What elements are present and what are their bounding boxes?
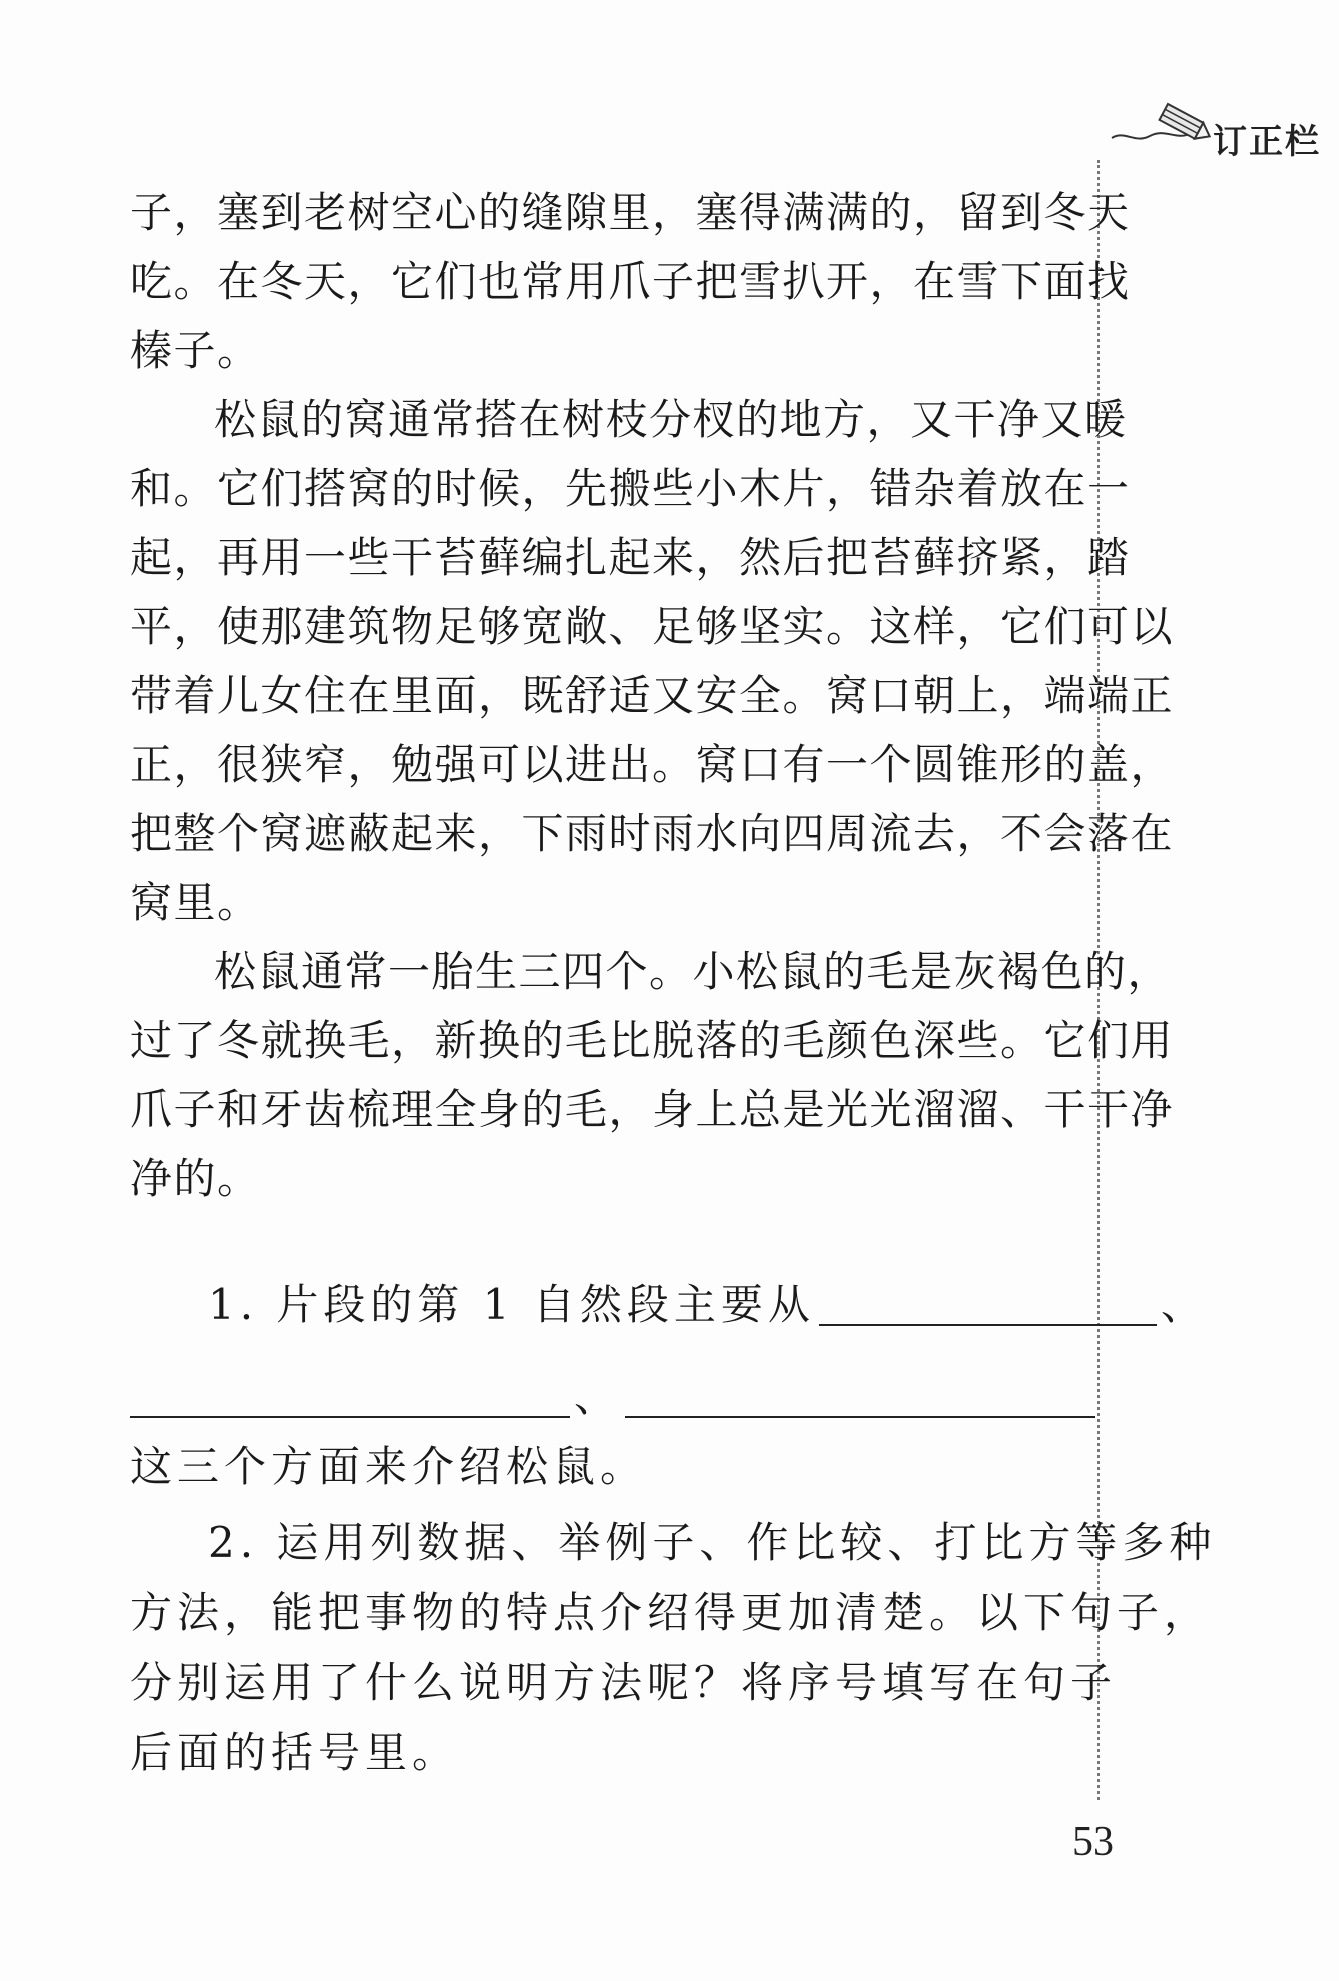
passage-line: 平，使那建筑物足够宽敞、足够坚实。这样，它们可以 [130,602,1175,651]
question-2-line: 分别运用了什么说明方法呢？将序号填写在句子 [130,1658,1118,1707]
page-number: 53 [1072,1819,1114,1865]
passage-line: 过了冬就换毛，新换的毛比脱落的毛颜色深些。它们用 [130,1016,1175,1065]
passage-line: 松鼠的窝通常搭在树枝分杈的地方，又干净又暖 [214,395,1128,444]
passage-line: 松鼠通常一胎生三四个。小松鼠的毛是灰褐色的， [214,947,1172,996]
passage-line: 爪子和牙齿梳理全身的毛，身上总是光光溜溜、干干净 [130,1085,1175,1134]
passage-line: 带着儿女住在里面，既舒适又安全。窝口朝上，端端正 [130,671,1175,720]
answer-blank-2[interactable] [130,1370,570,1418]
correction-column-label: 订正栏 [1213,122,1321,162]
passage-line: 子，塞到老树空心的缝隙里，塞得满满的，留到冬天 [130,188,1131,237]
question-2-line: 后面的括号里。 [130,1728,460,1777]
question-2-line: 方法，能把事物的特点介绍得更加清楚。以下句子， [130,1588,1212,1637]
question-1-prompt: 1. 片段的第 1 自然段主要从 [208,1280,815,1329]
passage [130,178,1175,1213]
answer-blank-1[interactable] [819,1278,1157,1326]
passage-line: 榛子。 [130,326,261,375]
passage-line: 吃。在冬天，它们也常用爪子把雪扒开，在雪下面找 [130,257,1131,306]
question-1-line-2 [130,1362,1080,1432]
passage-line: 起，再用一些干苔藓编扎起来，然后把苔藓挤紧，踏 [130,533,1131,582]
passage-line: 和。它们搭窝的时候，先搬些小木片，错杂着放在一 [130,464,1131,513]
passage-line: 把整个窝遮蔽起来，下雨时雨水向四周流去，不会落在 [130,809,1175,858]
question-1-line-1 [130,1270,1208,1340]
question-1-line-3: 这三个方面来介绍松鼠。 [130,1442,648,1491]
question-2-line: 2. 运用列数据、举例子、作比较、打比方等多种 [208,1518,1217,1567]
blank-separator: 、 [1160,1280,1208,1329]
answer-blank-3[interactable] [625,1370,1095,1418]
passage-line: 正，很狭窄，勉强可以进出。窝口有一个圆锥形的盖， [130,740,1175,789]
blank-separator: 、 [574,1372,622,1421]
passage-line: 窝里。 [130,878,261,927]
questions [130,1270,1217,1788]
correction-column-header [1110,100,1330,160]
passage-line: 净的。 [130,1154,261,1203]
pencil-icon [1110,100,1220,150]
